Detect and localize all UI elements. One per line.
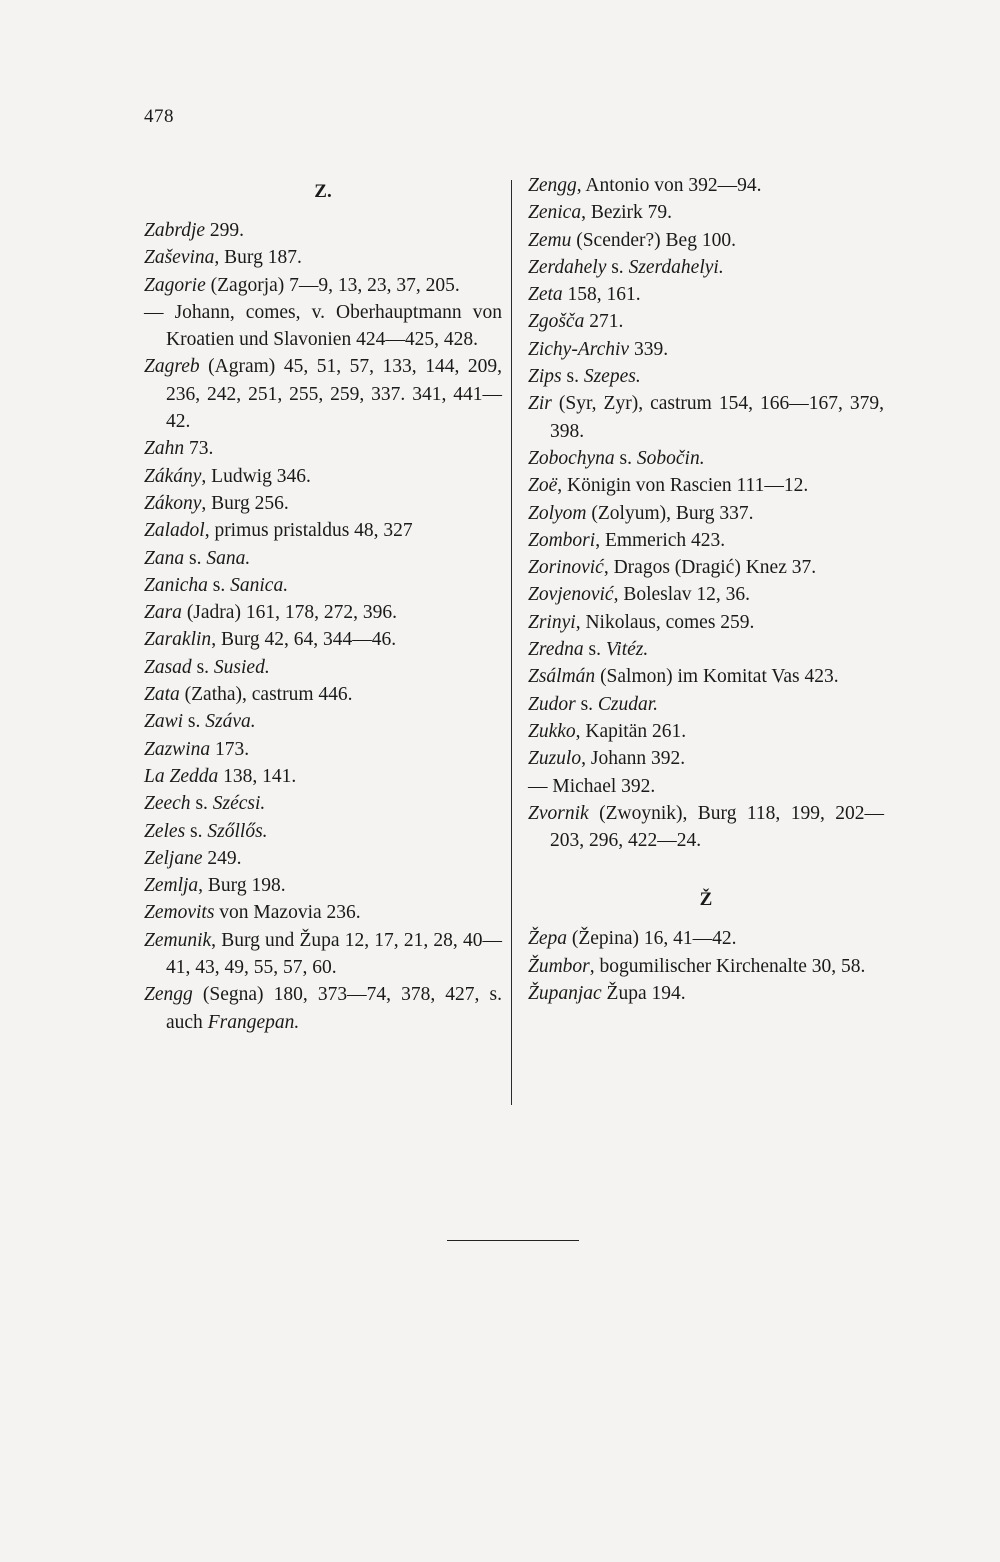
index-entry — [528, 336, 884, 363]
index-entry — [528, 980, 884, 1007]
index-entry — [528, 445, 884, 472]
right-column — [528, 172, 884, 1007]
index-term: Zaraklin — [144, 629, 212, 651]
index-entry — [144, 517, 502, 544]
index-text: , Königin von Rascien 111—12. — [557, 475, 809, 497]
index-text: (Salmon) im Komitat Vas 423. — [595, 666, 839, 688]
index-term: Zawi — [144, 711, 184, 733]
index-term: Zichy-Archiv — [528, 338, 630, 360]
index-entry — [144, 463, 502, 490]
index-entry — [528, 390, 884, 445]
index-entry — [528, 363, 884, 390]
index-text: , Johann 392. — [581, 748, 686, 770]
column-divider — [511, 180, 512, 1105]
index-entry — [144, 572, 502, 599]
section-heading-z: Z. — [314, 181, 332, 202]
index-text: , Boleslav 12, 36. — [613, 584, 751, 606]
index-term: Zagreb — [144, 356, 200, 378]
index-text: s. — [185, 820, 208, 842]
index-entry — [528, 773, 884, 800]
index-entry — [528, 800, 884, 855]
index-entry — [144, 899, 502, 926]
index-cross-reference: Czudar. — [597, 693, 659, 715]
index-term: Zasad — [144, 656, 192, 678]
index-entry — [144, 435, 502, 462]
index-term: Zabrdje — [144, 220, 206, 241]
index-text: , bogumilischer Kirchenalte 30, 58. — [589, 955, 866, 977]
index-term: Zolyom — [528, 502, 587, 524]
index-text: s. — [184, 547, 207, 569]
index-text: (Zolyum), Burg 337. — [586, 502, 754, 524]
index-term: Zovjenović — [528, 584, 614, 606]
index-text: — Johann, comes, v. Oberhauptmann von Kroatien und Slavonien 424—425, 428. — [144, 301, 502, 351]
index-text: (Jadra) 161, 178, 272, 396. — [181, 602, 397, 624]
index-entry — [528, 199, 884, 226]
index-text: (Scender?) Beg 100. — [571, 229, 736, 251]
index-entry — [144, 545, 502, 572]
index-term: Zenica — [528, 202, 582, 224]
index-text: s. — [190, 793, 213, 815]
page-number: 478 — [144, 106, 174, 127]
index-term: Zrinyi — [528, 611, 576, 633]
index-term: La Zedda — [144, 765, 219, 787]
index-entry — [144, 708, 502, 735]
index-entry — [144, 872, 502, 899]
index-text: , Burg 256. — [201, 492, 289, 514]
index-term: Zsálmán — [528, 666, 596, 688]
index-entry — [144, 599, 502, 626]
index-term: Zemlja — [144, 875, 199, 897]
index-term: Zips — [528, 366, 562, 388]
index-text: s. — [183, 711, 206, 733]
index-text: s. — [583, 639, 606, 661]
index-term: Zudor — [528, 693, 576, 715]
index-text: , Burg 198. — [198, 875, 286, 897]
index-term: Zara — [144, 602, 182, 624]
index-cross-reference: Vitéz. — [605, 639, 649, 661]
index-text: , Burg und Župa 12, 17, 21, 28, 40—41, 43, 49, 55, 57, 60. — [166, 929, 502, 979]
index-term: Zerdahely — [528, 256, 607, 278]
index-term: Županjac — [528, 983, 602, 1005]
index-entry — [144, 763, 502, 790]
index-text: , Ludwig 346. — [201, 465, 311, 487]
end-rule — [447, 1240, 579, 1241]
index-term: Zákony — [144, 492, 202, 514]
index-text: s. — [191, 656, 214, 678]
index-entry — [144, 681, 502, 708]
index-entry — [528, 663, 884, 690]
index-list-right — [528, 172, 884, 854]
index-term: Zeech — [144, 793, 191, 815]
index-text: , Emmerich 423. — [595, 529, 726, 551]
index-term: Zata — [144, 684, 180, 706]
index-entry — [144, 490, 502, 517]
index-text: , Burg 42, 64, 344—46. — [211, 629, 397, 651]
index-term: Zobochyna — [528, 447, 615, 469]
index-text: s. — [614, 447, 637, 469]
index-entry — [528, 745, 884, 772]
index-text: , Burg 187. — [214, 247, 302, 269]
index-cross-reference: Frangepan. — [207, 1011, 300, 1033]
index-entry — [528, 718, 884, 745]
index-cross-reference: Szepes. — [583, 366, 641, 388]
index-text: , primus pristaldus 48, 327 — [204, 520, 413, 542]
index-term: Zvornik — [528, 802, 589, 824]
index-term: Zemunik — [144, 929, 212, 951]
index-entry — [528, 953, 884, 980]
index-term: Zákány — [144, 465, 202, 487]
index-entry — [144, 927, 502, 982]
index-entry — [528, 581, 884, 608]
index-entry — [528, 227, 884, 254]
index-entry — [144, 272, 502, 299]
index-text: 339. — [629, 338, 669, 360]
index-entry — [144, 736, 502, 763]
index-entry — [144, 353, 502, 435]
index-text: 271. — [584, 311, 624, 333]
index-entry — [144, 981, 502, 1036]
index-term: Zuzulo — [528, 748, 582, 770]
index-cross-reference: Száva. — [205, 711, 256, 733]
index-text: (Syr, Zyr), castrum 154, 166—167, 379, 398. — [550, 393, 884, 442]
index-text: , Kapitän 261. — [575, 720, 687, 742]
index-cross-reference: Sana. — [206, 547, 251, 569]
index-text: , Antonio von 392—94. — [576, 175, 762, 196]
index-term: Zanicha — [144, 574, 208, 596]
index-term: Zoë — [528, 475, 558, 497]
index-term: Zredna — [528, 639, 584, 661]
index-entry — [144, 217, 502, 244]
index-text: (Zagorja) 7—9, 13, 23, 37, 205. — [205, 274, 460, 296]
index-text: 158, 161. — [562, 284, 641, 306]
index-term: Zahn — [144, 438, 185, 460]
index-entry — [144, 845, 502, 872]
index-entry — [528, 172, 884, 199]
index-cross-reference: Szőllős. — [207, 820, 268, 842]
index-term: Zengg — [144, 984, 193, 1006]
index-text: (Agram) 45, 51, 57, 133, 144, 209, 236, 242, 251, 255, 259, 337. 341, 441—42. — [166, 356, 502, 433]
index-entry — [528, 925, 884, 952]
section-heading-z-caron: Ž — [699, 889, 713, 911]
index-term: Zaladol — [144, 520, 205, 542]
index-entry — [144, 818, 502, 845]
index-list-left — [144, 217, 502, 1036]
index-text: , Bezirk 79. — [581, 202, 673, 224]
index-entry — [528, 254, 884, 281]
index-text: 73. — [184, 438, 214, 460]
index-text: (Žepina) 16, 41—42. — [567, 928, 737, 950]
index-text: s. — [207, 574, 231, 596]
index-term: Žepa — [528, 928, 567, 950]
index-term: Zazwina — [144, 738, 211, 760]
index-entry — [528, 527, 884, 554]
index-text: (Segna) 180, 373—74, 378, 427, s. auch — [166, 984, 502, 1033]
index-term: Zeta — [528, 284, 563, 306]
index-entry — [528, 281, 884, 308]
index-term: Zagorie — [144, 274, 206, 296]
index-entry — [144, 654, 502, 681]
index-text: 299. — [205, 220, 245, 241]
index-text: , Nikolaus, comes 259. — [575, 611, 755, 633]
index-term: Zombori — [528, 529, 596, 551]
index-text: s. — [606, 256, 629, 278]
index-entry — [528, 691, 884, 718]
index-entry — [144, 790, 502, 817]
index-text: s. — [561, 366, 584, 388]
index-text: , Dragos (Dragić) Knez 37. — [603, 557, 817, 579]
index-term: Žumbor — [528, 955, 590, 977]
index-term: Zgošča — [528, 311, 585, 333]
index-entry — [144, 244, 502, 271]
index-text: Župa 194. — [601, 983, 686, 1005]
index-term: Zengg — [528, 175, 577, 196]
index-entry — [528, 308, 884, 335]
index-entry — [528, 636, 884, 663]
left-column — [144, 172, 502, 1036]
index-cross-reference: Szécsi. — [212, 793, 266, 815]
index-text: 138, 141. — [218, 765, 297, 787]
index-term: Zukko — [528, 720, 576, 742]
index-cross-reference: Susied. — [213, 656, 270, 678]
index-text: s. — [575, 693, 598, 715]
index-term: Zeles — [144, 820, 186, 842]
index-text: 173. — [210, 738, 250, 760]
index-entry — [528, 554, 884, 581]
index-entry — [144, 626, 502, 653]
index-entry — [144, 299, 502, 354]
index-term: Zana — [144, 547, 185, 569]
index-text: — Michael 392. — [528, 775, 656, 797]
index-entry — [528, 500, 884, 527]
index-list-right-z-caron — [528, 925, 884, 1007]
index-cross-reference: Sanica. — [230, 574, 289, 596]
index-cross-reference: Sobočin. — [636, 447, 705, 469]
index-term: Zeljane — [144, 847, 203, 869]
index-term: Zemu — [528, 229, 572, 251]
index-text: 249. — [202, 847, 242, 869]
index-term: Zemovits — [144, 902, 215, 924]
index-entry — [528, 472, 884, 499]
index-term: Zorinović — [528, 557, 604, 579]
index-term: Zaševina — [144, 247, 215, 269]
index-entry — [528, 609, 884, 636]
index-text: (Zwoynik), Burg 118, 199, 202—203, 296, 422—24. — [550, 802, 884, 852]
index-cross-reference: Szerdahelyi. — [628, 256, 724, 278]
index-text: (Zatha), castrum 446. — [179, 684, 353, 706]
index-text: von Mazovia 236. — [214, 902, 361, 924]
index-term: Zir — [528, 393, 552, 415]
